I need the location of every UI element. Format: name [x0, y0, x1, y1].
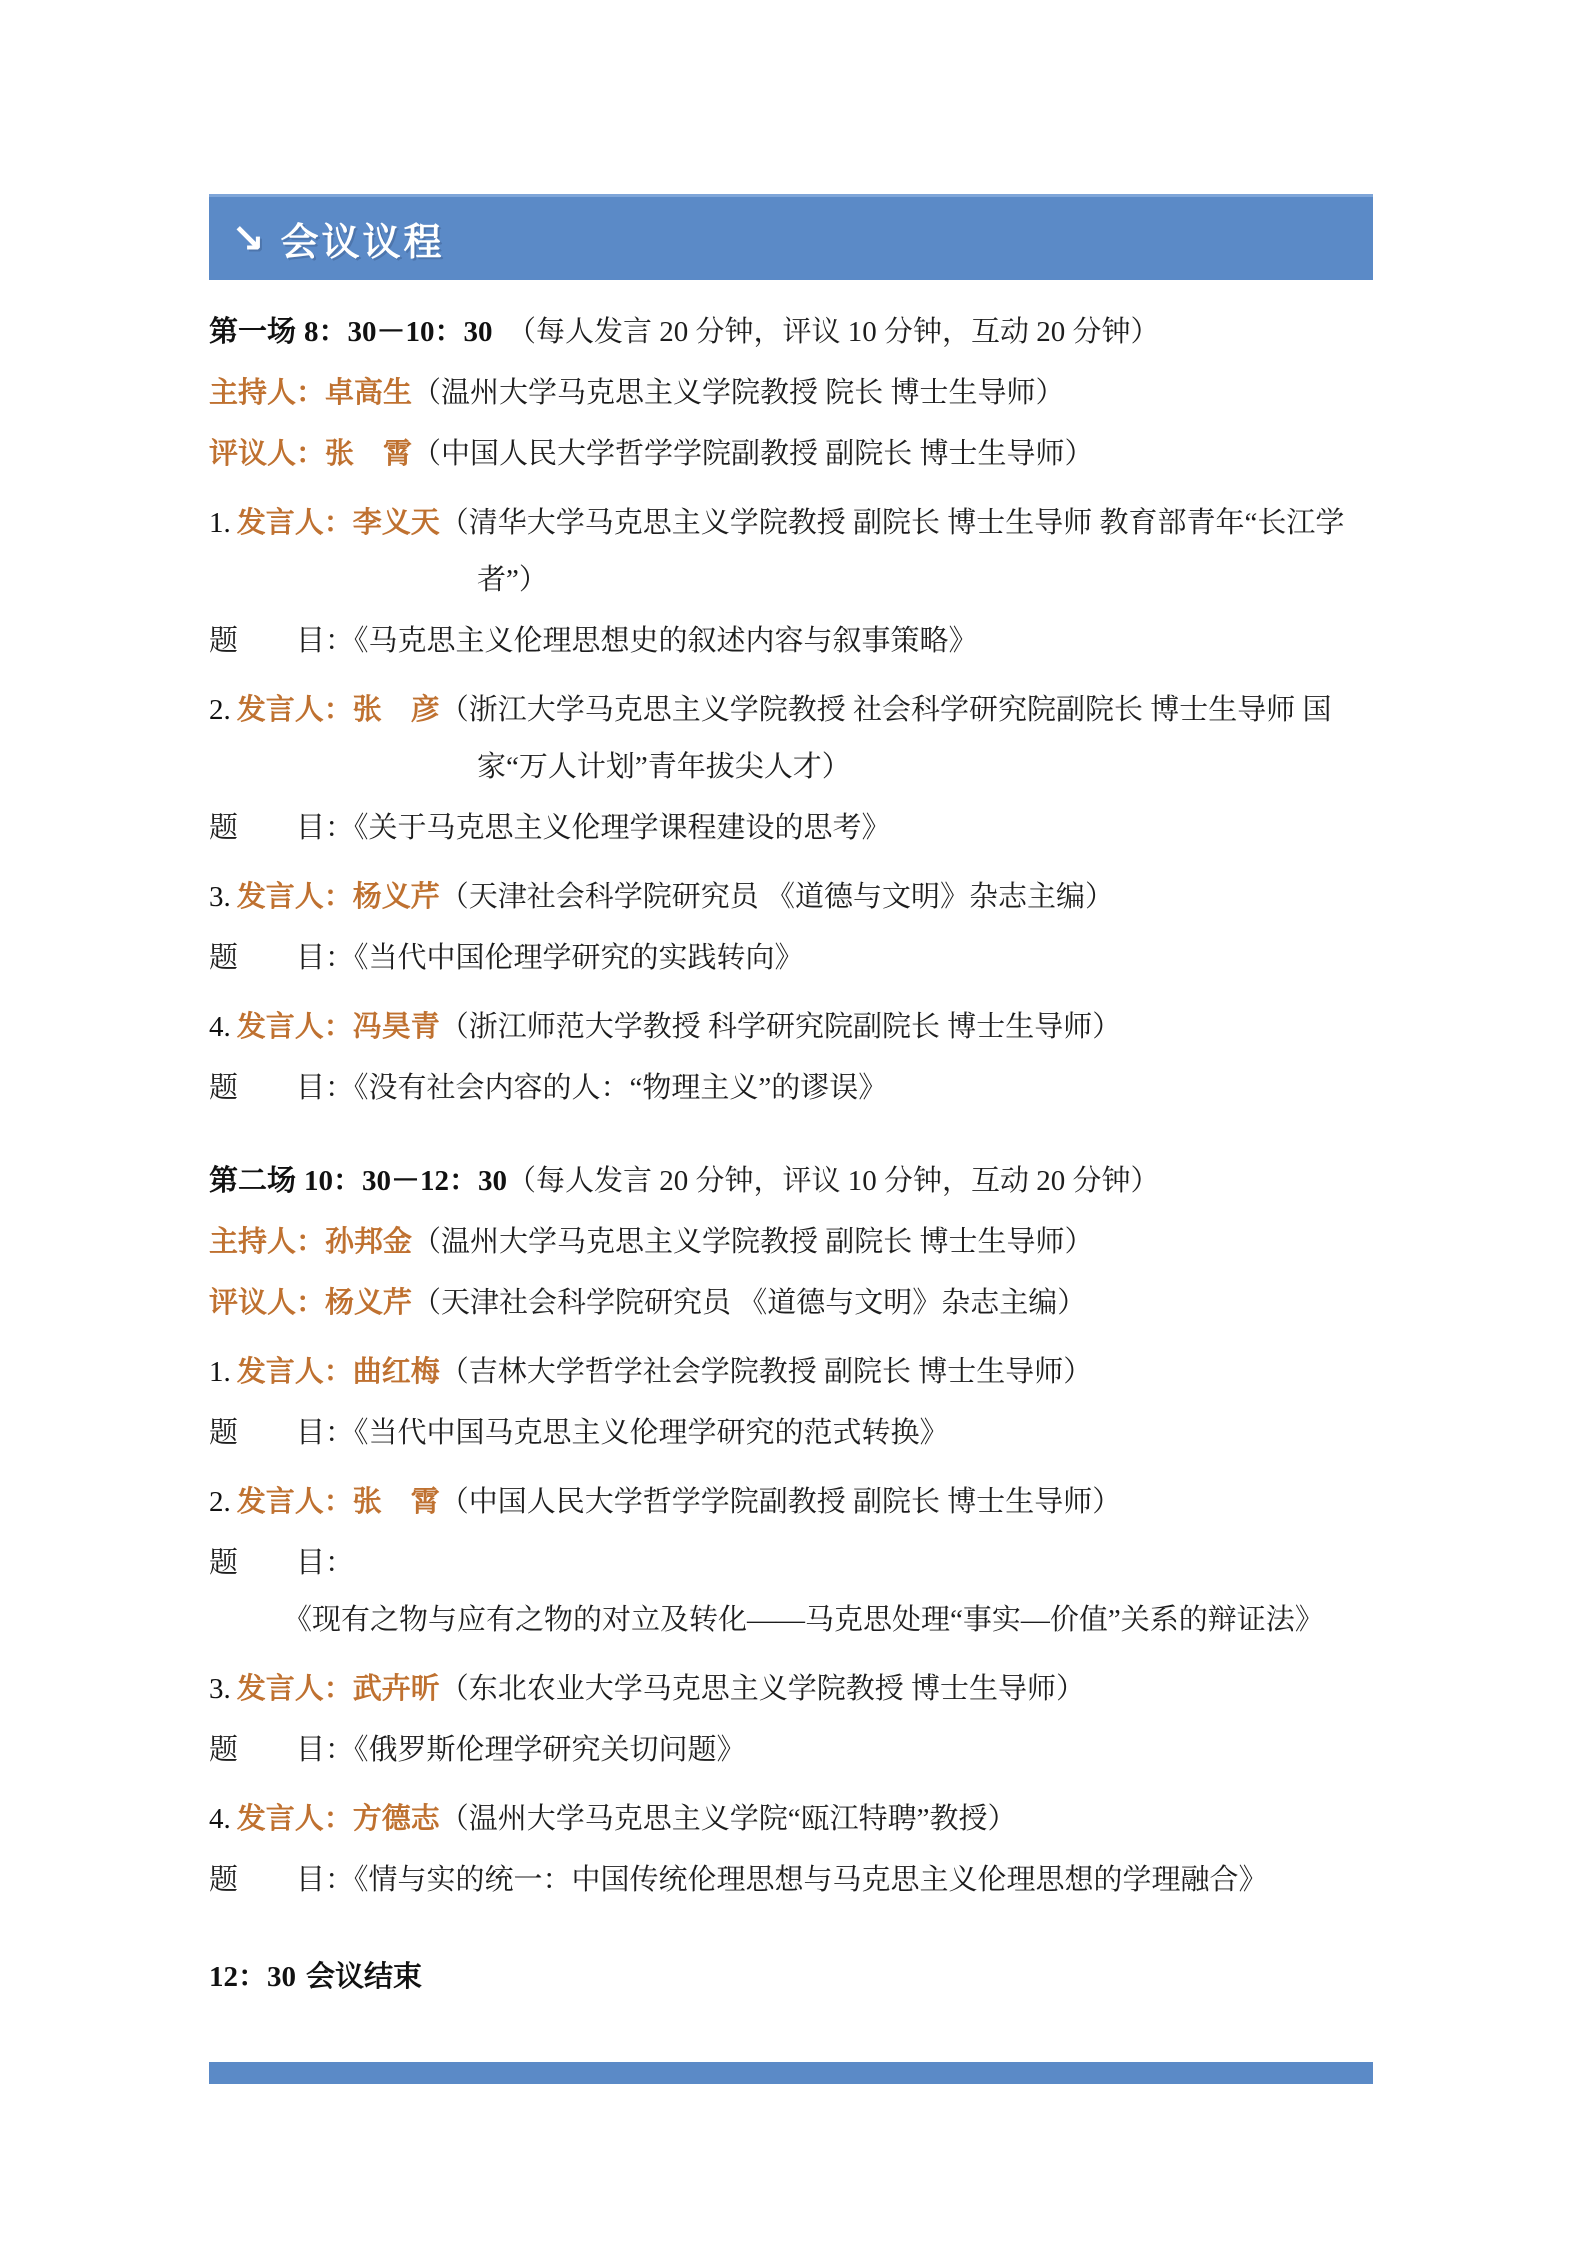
speaker-line	[209, 1661, 1373, 1718]
speaker-block	[209, 869, 1373, 987]
reviewer-label: 评议人：	[209, 1287, 326, 1319]
talk-title-label: 题 目：	[209, 1547, 355, 1579]
talk-title-text: 《现有之物与应有之物的对立及转化——马克思处理“事实—价值”关系的辩证法》	[283, 1604, 1324, 1636]
speaker-name: 曲红梅	[352, 1356, 440, 1388]
closing-line	[209, 1949, 1373, 2006]
speaker-label: 发言人：	[236, 881, 353, 913]
session-name: 第一场	[209, 316, 297, 348]
speaker-label: 发言人：	[236, 694, 353, 726]
session-note: （每人发言 20 分钟，评议 10 分钟，互动 20 分钟）	[492, 316, 1160, 348]
talk-title-text: 《当代中国马克思主义伦理学研究的范式转换》	[354, 1417, 949, 1449]
speaker-line	[209, 869, 1373, 926]
talk-title-label: 题 目：	[209, 625, 355, 657]
talk-title-line	[209, 1060, 1373, 1117]
arrow-down-right-icon: ↘	[231, 215, 265, 262]
agenda-header-bar	[209, 194, 1373, 280]
speaker-name: 武卉昕	[352, 1673, 440, 1705]
speaker-line	[209, 1474, 1373, 1531]
speaker-name: 方德志	[352, 1803, 440, 1835]
speaker-number: 1.	[209, 507, 231, 539]
speaker-number: 3.	[209, 881, 231, 913]
session-block	[209, 1153, 1373, 1909]
talk-title-line	[209, 1852, 1373, 1909]
session-name: 第二场	[209, 1165, 297, 1197]
speaker-name: 张 彦	[352, 694, 440, 726]
closing-time: 12：30	[209, 1961, 297, 1993]
session-time: 10：30－12：30	[304, 1165, 508, 1197]
speaker-block	[209, 1344, 1373, 1462]
speaker-desc: （中国人民大学哲学学院副教授 副院长 博士生导师）	[439, 1486, 1122, 1518]
speaker-label: 发言人：	[236, 1356, 353, 1388]
talk-title-label: 题 目：	[209, 1864, 355, 1896]
host-label: 主持人：	[209, 1226, 326, 1258]
talk-title-line	[209, 1722, 1373, 1779]
speaker-block	[209, 495, 1373, 670]
speaker-desc: （东北农业大学马克思主义学院教授 博士生导师）	[439, 1673, 1086, 1705]
reviewer-label: 评议人：	[209, 438, 326, 470]
speaker-desc: （浙江师范大学教授 科学研究院副院长 博士生导师）	[439, 1011, 1122, 1043]
speaker-block	[209, 1661, 1373, 1779]
talk-title-text: 《马克思主义伦理思想史的叙述内容与叙事策略》	[354, 625, 978, 657]
speaker-number: 3.	[209, 1673, 231, 1705]
agenda-content	[209, 304, 1373, 2006]
speaker-desc: （天津社会科学院研究员 《道德与文明》杂志主编）	[439, 881, 1115, 913]
talk-title-label: 题 目：	[209, 1417, 355, 1449]
page-title: 会议议程	[280, 222, 445, 264]
reviewer-desc: （中国人民大学哲学学院副教授 副院长 博士生导师）	[412, 438, 1094, 470]
session-heading	[209, 304, 1373, 361]
speaker-name: 张 霄	[352, 1486, 440, 1518]
talk-title-text: 《关于马克思主义伦理学课程建设的思考》	[354, 812, 891, 844]
talk-title-line	[209, 613, 1373, 670]
closing-text: 会议结束	[306, 1961, 423, 1993]
session-heading	[209, 1153, 1373, 1210]
speaker-line	[209, 682, 1373, 796]
host-label: 主持人：	[209, 377, 326, 409]
speaker-number: 4.	[209, 1011, 231, 1043]
speaker-label: 发言人：	[236, 1803, 353, 1835]
speaker-label: 发言人：	[236, 507, 353, 539]
speaker-block	[209, 1791, 1373, 1909]
speaker-number: 2.	[209, 694, 231, 726]
talk-title-label: 题 目：	[209, 812, 355, 844]
talk-title-text: 《俄罗斯伦理学研究关切问题》	[354, 1734, 746, 1766]
host-line	[209, 1214, 1373, 1271]
speaker-list	[209, 1344, 1373, 1909]
talk-title-label: 题 目：	[209, 942, 355, 974]
reviewer-name: 杨义芹	[325, 1287, 413, 1319]
speaker-line	[209, 999, 1373, 1056]
host-name: 孙邦金	[325, 1226, 413, 1258]
talk-title-line	[209, 800, 1373, 857]
reviewer-name: 张 霄	[325, 438, 413, 470]
speaker-label: 发言人：	[236, 1486, 353, 1518]
speaker-desc: （清华大学马克思主义学院教授 副院长 博士生导师 教育部青年“长江学者”）	[439, 507, 1345, 596]
speaker-line	[209, 1791, 1373, 1848]
speaker-list	[209, 495, 1373, 1117]
talk-title-line	[209, 930, 1373, 987]
speaker-block	[209, 999, 1373, 1117]
reviewer-desc: （天津社会科学院研究员 《道德与文明》杂志主编）	[412, 1287, 1087, 1319]
speaker-number: 2.	[209, 1486, 231, 1518]
speaker-number: 4.	[209, 1803, 231, 1835]
speaker-desc: （浙江大学马克思主义学院教授 社会科学研究院副院长 博士生导师 国家“万人计划”青年拔尖人才）	[439, 694, 1332, 783]
session-block	[209, 304, 1373, 1117]
host-name: 卓高生	[325, 377, 413, 409]
speaker-label: 发言人：	[236, 1011, 353, 1043]
talk-title-line	[209, 1535, 1373, 1649]
talk-title-line	[209, 1405, 1373, 1462]
speaker-name: 李义天	[352, 507, 440, 539]
speaker-name: 冯昊青	[352, 1011, 440, 1043]
speaker-name: 杨义芹	[352, 881, 440, 913]
speaker-line	[209, 1344, 1373, 1401]
talk-title-label: 题 目：	[209, 1734, 355, 1766]
speaker-block	[209, 682, 1373, 857]
speaker-desc: （温州大学马克思主义学院“瓯江特聘”教授）	[439, 1803, 1017, 1835]
reviewer-line	[209, 426, 1373, 483]
host-desc: （温州大学马克思主义学院教授 院长 博士生导师）	[412, 377, 1065, 409]
session-time: 8：30－10：30	[304, 316, 493, 348]
host-desc: （温州大学马克思主义学院教授 副院长 博士生导师）	[412, 1226, 1094, 1258]
speaker-line	[209, 495, 1373, 609]
talk-title-text: 《当代中国伦理学研究的实践转向》	[354, 942, 804, 974]
speaker-label: 发言人：	[236, 1673, 353, 1705]
talk-title-text: 《情与实的统一：中国传统伦理思想与马克思主义伦理思想的学理融合》	[354, 1864, 1268, 1896]
talk-title-label: 题 目：	[209, 1072, 355, 1104]
talk-title-text: 《没有社会内容的人：“物理主义”的谬误》	[354, 1072, 888, 1104]
reviewer-line	[209, 1275, 1373, 1332]
session-note: （每人发言 20 分钟，评议 10 分钟，互动 20 分钟）	[507, 1165, 1160, 1197]
host-line	[209, 365, 1373, 422]
footer-bar	[209, 2062, 1373, 2084]
speaker-number: 1.	[209, 1356, 231, 1388]
speaker-block	[209, 1474, 1373, 1649]
speaker-desc: （吉林大学哲学社会学院教授 副院长 博士生导师）	[439, 1356, 1093, 1388]
